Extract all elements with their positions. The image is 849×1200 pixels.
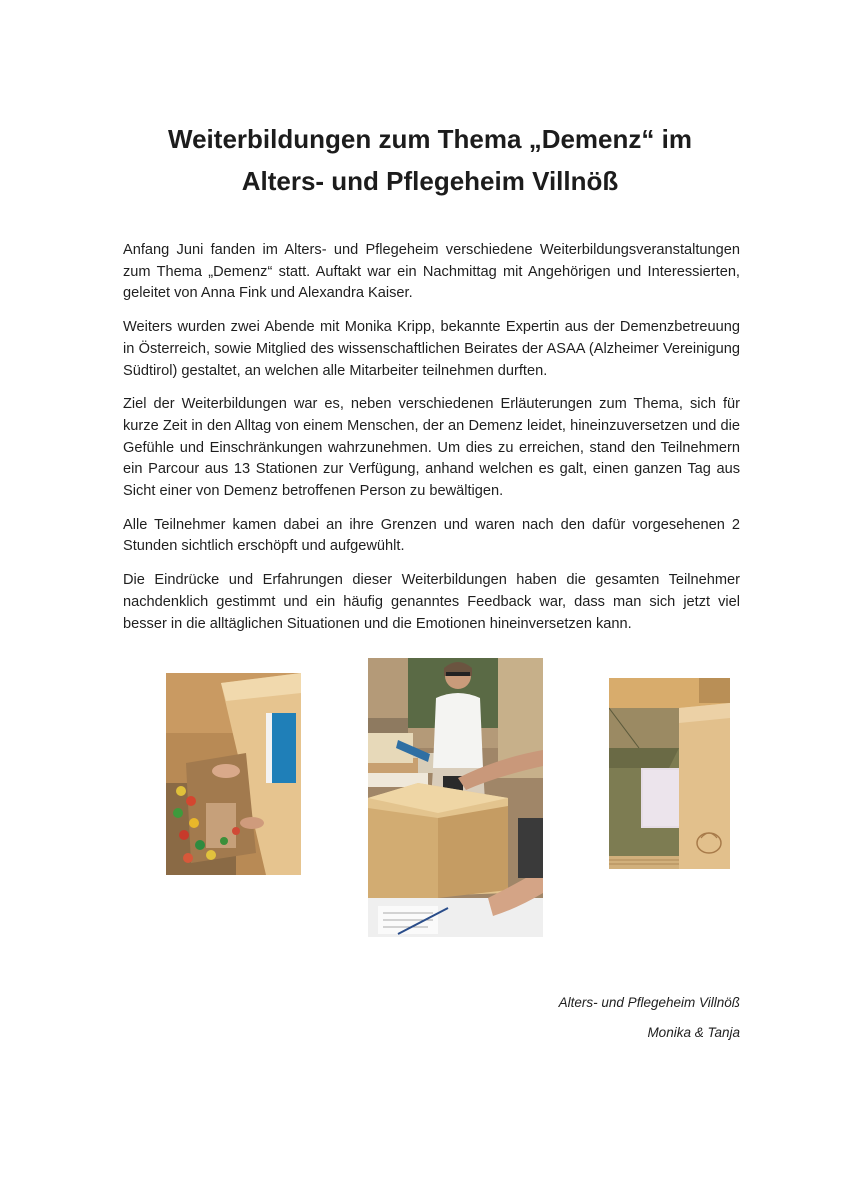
article-body: [123, 240, 740, 647]
paragraph-1: Anfang Juni fanden im Alters- und Pflegeheim verschiedene Weiterbildungsveranstaltungen zum Thema „Demenz“ statt. Auftakt war ein Nachmittag mit Angehörigen und Interessierten, geleitet von Anna Fink und Alexandra Kaiser.: [123, 242, 740, 302]
title-line-2: Alters- und Pflegeheim Villnöß: [241, 166, 619, 196]
paragraph-3: Ziel der Weiterbildungen war es, neben verschiedenen Erläuterungen zum Thema, sich für kurze Zeit in den Alltag von einem Menschen, der an Demenz leidet, hineinzuversetzen und die Gefühle und Einschränkungen wahrzunehmen. Um dies zu erreichen, stand den Teilnehmern ein Parcour aus 13 Stationen zur Verfügung, anhand welchen es galt, einen ganzen Tag aus Sicht einer von Demenz betroffenen Person zu bewältigen.: [123, 396, 740, 500]
paragraph-5: Die Eindrücke und Erfahrungen dieser Weiterbildungen haben die gesamten Teilnehmer nachdenklich gestimmt und ein häufig genanntes Feedback war, dass man sich jetzt viel besser in die alltäglichen Situationen und die Emotionen hineinversetzen kann.: [123, 572, 740, 632]
signature-institution: Alters- und Pflegeheim Villnöß: [558, 995, 740, 1010]
woman-at-box-photo-icon: [368, 658, 543, 937]
mirror-box-photo-icon: [166, 673, 301, 875]
paragraph-4: Alle Teilnehmer kamen dabei an ihre Grenzen und waren nach den dafür vorgesehenen 2 Stunden sichtlich erschöpft und aufgewühlt.: [123, 516, 740, 555]
paragraph-2: Weiters wurden zwei Abende mit Monika Kripp, bekannte Expertin aus der Demenzbetreuung in Österreich, sowie Mitglied des wissenschaftlichen Beirates der ASAA (Alzheimer Vereinigung Südtirol) gestaltet, an welchen alle Mitarbeiter teilnehmen durften.: [123, 319, 740, 379]
photo-mirror-box: [166, 673, 301, 875]
signature-authors: Monika & Tanja: [647, 1025, 740, 1040]
photo-wooden-box-card: [609, 678, 730, 869]
title-line-1: Weiterbildungen zum Thema „Demenz“ im: [168, 124, 692, 154]
wooden-box-card-photo-icon: [609, 678, 730, 869]
photo-woman-at-box: [368, 658, 543, 937]
signature-block: [559, 988, 740, 1048]
document-title: [100, 118, 760, 202]
